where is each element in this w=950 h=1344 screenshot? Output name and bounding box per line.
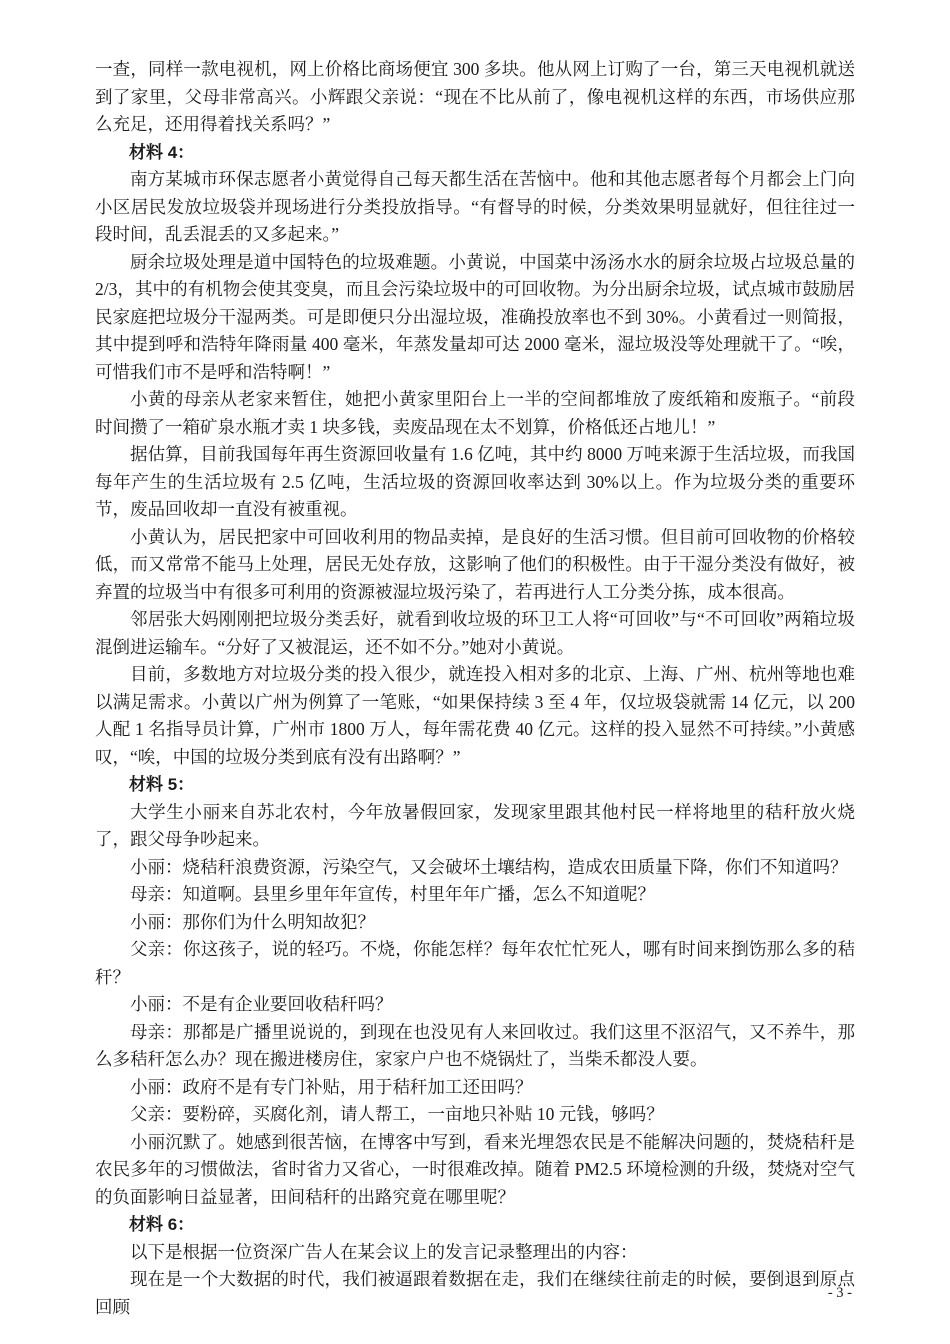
material-heading: 材料 4： (129, 142, 195, 162)
body-paragraph: 据估算，目前我国每年再生资源回收量有 1.6 亿吨，其中约 8000 万吨来源于生活垃圾，而我国每年产生的生活垃圾有 2.5 亿吨，生活垃圾的资源回收率达到 30%以上。作为垃圾分类的重要环节，废品回收却一直没有被重视。 (95, 444, 855, 519)
body-paragraph: 小丽：那你们为什么明知故犯？ (130, 911, 375, 932)
body-paragraph: 小丽：政府不是有专门补贴，用于秸秆加工还田吗？ (130, 1076, 533, 1097)
body-paragraph: 厨余垃圾处理是道中国特色的垃圾难题。小黄说，中国菜中汤汤水水的厨余垃圾占垃圾总量的 2/3，其中的有机物会使其变臭，而且会污染垃圾中的可回收物。为分出厨余垃圾，试点城市鼓励居民家庭把垃圾分干湿两类。可是即便只分出湿垃圾，准确投放率也不到 30%。小黄看过一则简报，其中提到呼和浩特年降雨量 400 毫米，年蒸发量却可达 2000 毫米，湿垃圾没等处理就干了。“唉，可惜我们市不是呼和浩特啊！” (95, 251, 855, 382)
body-paragraph: 母亲：知道啊。县里乡里年年宣传，村里年年广播，怎么不知道呢？ (130, 884, 655, 904)
body-paragraph: 邻居张大妈刚刚把垃圾分类丢好，就看到收垃圾的环卫工人将“可回收”与“不可回收”两箱垃圾混倒进运输车。“分好了又被混运，还不如不分。”她对小黄说。 (95, 609, 855, 657)
body-paragraph: 父亲：你这孩子，说的轻巧。不烧，你能怎样？每年农忙忙死人，哪有时间来捯饬那么多的秸秆？ (95, 939, 855, 987)
body-paragraph: 小丽：烧秸秆浪费资源，污染空气，又会破坏土壤结构，造成农田质量下降，你们不知道吗？ (130, 856, 848, 877)
body-paragraph: 小黄认为，居民把家中可回收利用的物品卖掉，是良好的生活习惯。但目前可回收物的价格较低，而又常常不能马上处理，居民无处存放，这影响了他们的积极性。由于干湿分类没有做好，被弃置的垃圾当中有很多可利用的资源被湿垃圾污染了，若再进行人工分类分拣，成本很高。 (95, 526, 855, 602)
body-paragraph: 大学生小丽来自苏北农村，今年放暑假回家，发现家里跟其他村民一样将地里的秸秆放火烧了，跟父母争吵起来。 (95, 801, 855, 849)
body-paragraph: 南方某城市环保志愿者小黄觉得自己每天都生活在苦恼中。他和其他志愿者每个月都会上门向小区居民发放垃圾袋并现场进行分类投放指导。“有督导的时候，分类效果明显就好，但往往过一段时间，乱丢混丢的又多起来。” (95, 169, 855, 244)
material-heading: 材料 5： (129, 775, 195, 794)
page-number: - 3 - (827, 1284, 852, 1301)
document-body (95, 56, 855, 1321)
body-paragraph: 一查，同样一款电视机，网上价格比商场便宜 300 多块。他从网上订购了一台，第三天电视机就送到了家里，父母非常高兴。小辉跟父亲说：“现在不比从前了，像电视机这样的东西，市场供应那么充足，还用得着找关系吗？” (95, 59, 855, 134)
body-paragraph: 母亲：那都是广播里说说的，到现在也没见有人来回收过。我们这里不沤沼气，又不养牛，那么多秸秆怎么办？现在搬进楼房住，家家户户也不烧锅灶了，当柴禾都没人要。 (95, 1021, 855, 1069)
material-heading: 材料 6： (129, 1215, 195, 1234)
body-paragraph: 现在是一个大数据的时代，我们被逼跟着数据在走，我们在继续往前走的时候，要倒退到原点回顾 (95, 1269, 855, 1317)
body-paragraph: 父亲：要粉碎，买腐化剂，请人帮工，一亩地只补贴 10 元钱，够吗？ (130, 1104, 664, 1124)
body-paragraph: 小丽沉默了。她感到很苦恼，在博客中写到，看来光埋怨农民是不能解决问题的，焚烧秸秆是农民多年的习惯做法，省时省力又省心，一时很难改掉。随着 PM2.5 环境检测的升级，焚烧对空气的负面影响日益显著，田间秸秆的出路究竟在哪里呢？ (95, 1131, 855, 1207)
body-paragraph: 小丽：不是有企业要回收秸秆吗？ (130, 994, 393, 1014)
body-paragraph: 以下是根据一位资深广告人在某会议上的发言记录整理出的内容： (130, 1241, 638, 1262)
body-paragraph: 目前，多数地方对垃圾分类的投入很少，就连投入相对多的北京、上海、广州、杭州等地也难以满足需求。小黄以广州为例算了一笔账，“如果保持续 3 至 4 年，仅垃圾袋就需 14 亿元，以 200 人配 1 名指导员计算，广州市 1800 万人，每年需花费 40 亿元。这样的投入显然不可持续。”小黄感叹，“唉，中国的垃圾分类到底有没有出路啊？” (95, 664, 855, 767)
body-paragraph: 小黄的母亲从老家来暂住，她把小黄家里阳台上一半的空间都堆放了废纸箱和废瓶子。“前段时间攒了一箱矿泉水瓶才卖 1 块多钱，卖废品现在太不划算，价格低还占地儿！” (95, 389, 855, 437)
